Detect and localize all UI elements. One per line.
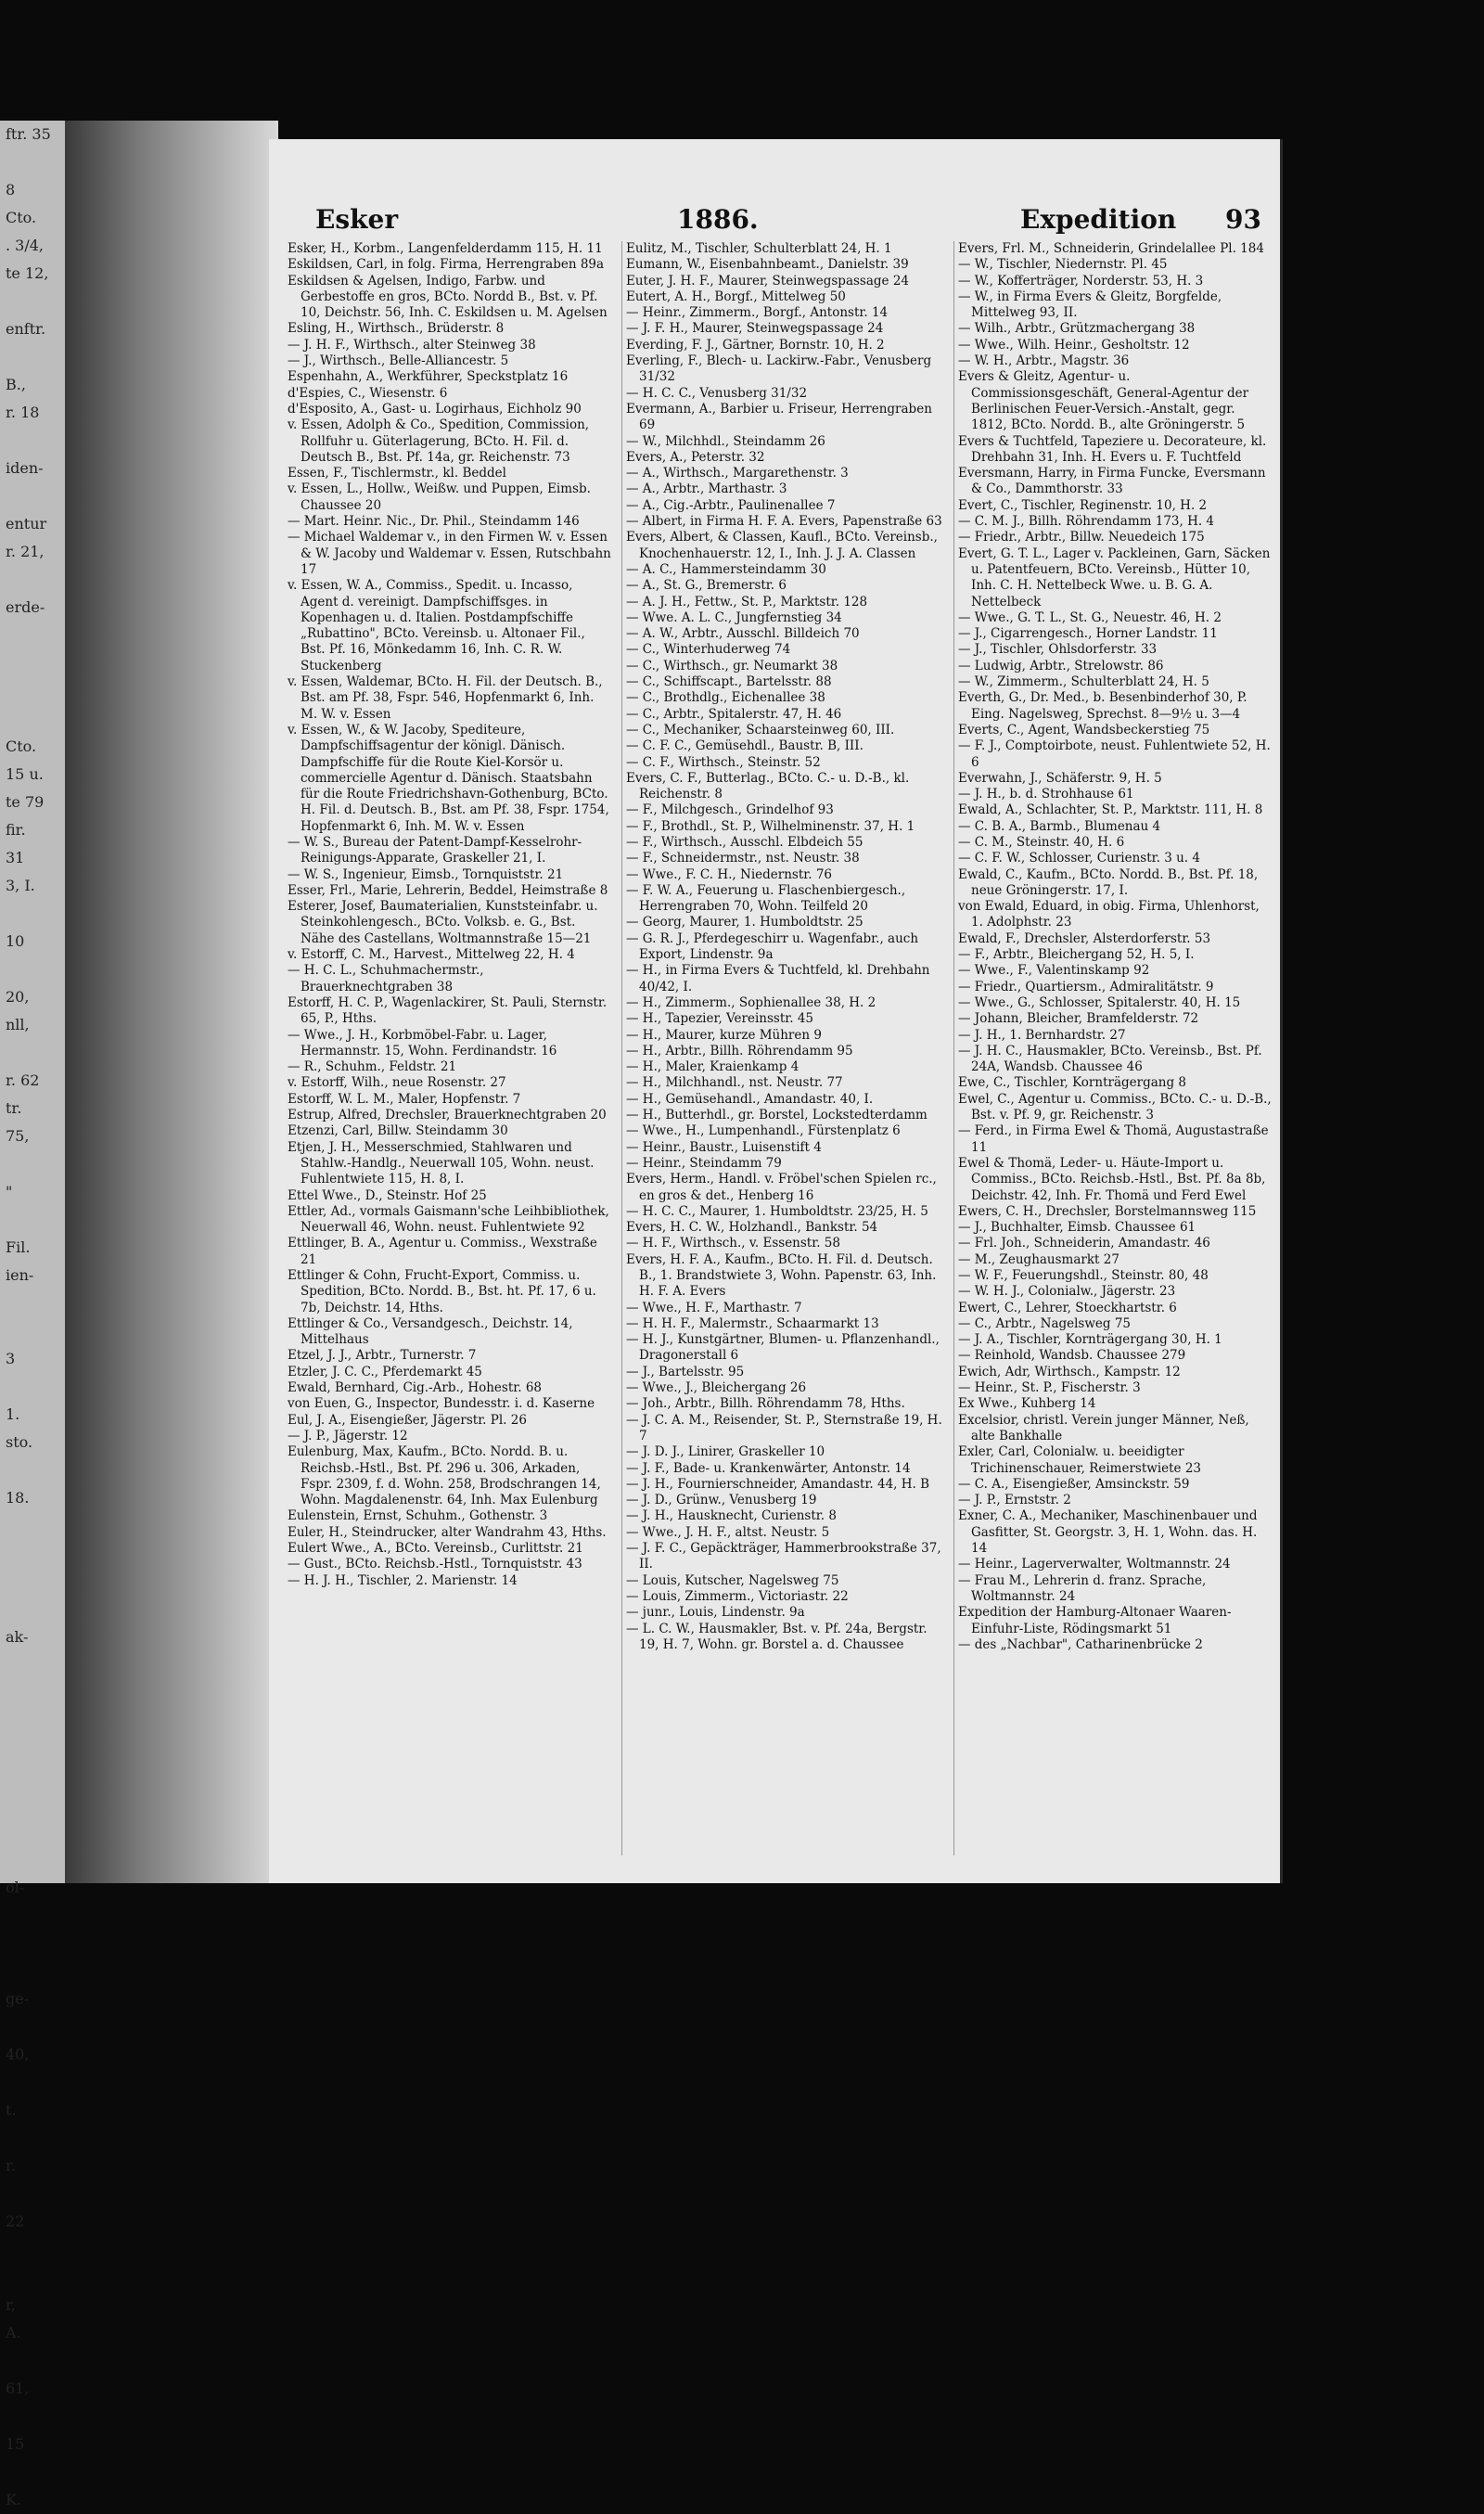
- previous-page-fragment: [0, 148, 65, 176]
- directory-entry: — H. C. C., Venusberg 31/32: [626, 385, 808, 401]
- directory-entry: — C. B. A., Barmb., Blumenau 4: [958, 818, 1161, 834]
- directory-entry: — C., Brothdlg., Eichenallee 38: [626, 690, 825, 706]
- directory-entry: — J. H., 1. Bernhardstr. 27: [958, 1027, 1126, 1043]
- column-2: [621, 241, 949, 1855]
- previous-page-fragment: [0, 1651, 65, 1679]
- previous-page-fragment: [0, 1039, 65, 1067]
- previous-page-fragment: [0, 2347, 65, 2375]
- directory-entry: — J., Wirthsch., Belle-Alliancestr. 5: [288, 353, 509, 369]
- directory-entry: — Ludwig, Arbtr., Strelowstr. 86: [958, 658, 1164, 673]
- directory-entry: — Georg, Maurer, 1. Humboldtstr. 25: [626, 915, 864, 930]
- directory-entry: — H., Arbtr., Billh. Röhrendamm 95: [626, 1043, 853, 1058]
- directory-entry: — Heinr., Steindamm 79: [626, 1155, 782, 1171]
- directory-entry: — Heinr., Baustr., Luisenstift 4: [626, 1139, 822, 1155]
- directory-entry: Expedition der Hamburg-Altonaer Waaren-Einfuhr-Liste, Rödingsmarkt 51: [958, 1605, 1232, 1636]
- directory-entry: v. Estorff, Wilh., neue Rosenstr. 27: [288, 1075, 506, 1091]
- previous-page-fragment: iden-: [6, 459, 44, 477]
- previous-page-fragment: [0, 1679, 65, 1707]
- directory-entry: — J. D. J., Linirer, Graskeller 10: [626, 1444, 825, 1460]
- previous-page-fragment: [0, 1289, 65, 1317]
- previous-page-fragment: [0, 566, 65, 594]
- directory-entry: v. Essen, Adolph & Co., Spedition, Commission, Rollfuhr u. Güterlagerung, BCto. H. Fil. d. Deutsch B., Bst. Pf. 14a, gr. Reichenstr. 73: [288, 417, 590, 465]
- directory-entry: — Wwe., G. T. L., St. G., Neuestr. 46, H. 2: [958, 609, 1222, 625]
- previous-page-fragment: fir.: [6, 821, 26, 839]
- directory-entry: — H., Zimmerm., Sophienallee 38, H. 2: [626, 994, 876, 1010]
- directory-entry: — C., Mechaniker, Schaarsteinweg 60, III.: [626, 722, 895, 738]
- directory-entry: Everling, F., Blech- u. Lackirw.-Fabr., Venusberg 31/32: [626, 353, 932, 385]
- directory-entry: — Wwe., J., Bleichergang 26: [626, 1380, 807, 1396]
- directory-entry: — Louis, Zimmerm., Victoriastr. 22: [626, 1588, 849, 1604]
- directory-entry: — Wwe., F. C. H., Niedernstr. 76: [626, 866, 832, 882]
- directory-entry: Evert, G. T. L., Lager v. Packleinen, Garn, Säcken u. Patentfeuern, BCto. Vereinsb., Hütter 10, Inh. C. H. Nettelbeck Wwe. u. B. G. A. Nettelbeck: [958, 545, 1271, 609]
- previous-page-fragment: [0, 1540, 65, 1568]
- previous-page-fragment: 18.: [6, 1489, 30, 1507]
- directory-entry: Ewald, A., Schlachter, St. P., Marktstr. 111, H. 8: [958, 802, 1263, 818]
- directory-entry: — W., Zimmerm., Schulterblatt 24, H. 5: [958, 674, 1209, 690]
- directory-entry: — A., Cig.-Arbtr., Paulinenallee 7: [626, 497, 836, 513]
- previous-page-fragment: [0, 2013, 65, 2041]
- previous-page-fragment: ge-: [6, 1990, 30, 2007]
- previous-page-fragment: K.: [6, 2491, 22, 2508]
- previous-page-fragment: [0, 1818, 65, 1846]
- previous-page-fragment: ": [6, 1183, 13, 1200]
- directory-entry: — Wwe., H. F., Marthastr. 7: [626, 1300, 802, 1315]
- previous-page-fragment: [0, 649, 65, 677]
- directory-entry: d'Esposito, A., Gast- u. Logirhaus, Eichholz 90: [288, 401, 582, 417]
- directory-entry: Evers, Albert, & Classen, Kaufl., BCto. Vereinsb., Knochenhauerstr. 12, I., Inh. J. J. A. Classen: [626, 530, 938, 561]
- directory-entry: Everts, C., Agent, Wandsbeckerstieg 75: [958, 722, 1210, 738]
- column-1: [288, 241, 612, 1855]
- directory-entry: — H., in Firma Evers & Tuchtfeld, kl. Drehbahn 40/42, I.: [626, 963, 930, 994]
- header-left-keyword: Esker: [315, 204, 399, 235]
- directory-entry: — J. F. C., Gepäckträger, Hammerbrookstraße 37, II.: [626, 1541, 941, 1572]
- directory-entry: Etzler, J. C. C., Pferdemarkt 45: [288, 1364, 482, 1379]
- previous-page-fragment: 31: [6, 849, 25, 866]
- directory-entry: v. Essen, W. A., Commiss., Spedit. u. Incasso, Agent d. vereinigt. Dampfschiffsges. in Kopenhagen u. d. Italien. Postdampfschiffe „Rubattino", BCto. Vereinsb. u. Altonaer Fil., Bst. Pf. 16, Mönkedamm 16, Inh. C. R. W. Stuckenberg: [288, 578, 585, 673]
- previous-page-fragment: [0, 1568, 65, 1596]
- directory-entry: — G. R. J., Pferdegeschirr u. Wagenfabr., auch Export, Lindenstr. 9a: [626, 930, 919, 963]
- directory-entry: Evers, A., Peterstr. 32: [626, 449, 765, 465]
- directory-entry: — Wwe., H., Lumpenhandl., Fürstenplatz 6: [626, 1123, 901, 1139]
- directory-entry: Eulert Wwe., A., BCto. Vereinsb., Curlittstr. 21: [288, 1541, 583, 1557]
- running-header: [288, 204, 1261, 241]
- directory-entry: — C., Arbtr., Nagelsweg 75: [958, 1315, 1132, 1331]
- directory-entry: — C., Winterhuderweg 74: [626, 642, 791, 658]
- directory-entry: — Louis, Kutscher, Nagelsweg 75: [626, 1572, 839, 1588]
- previous-page-fragment: [0, 1206, 65, 1234]
- previous-page-fragment: [0, 1930, 65, 1957]
- previous-page-fragment: sto.: [6, 1433, 33, 1451]
- directory-entry: Ewich, Adr, Wirthsch., Kampstr. 12: [958, 1364, 1181, 1379]
- directory-entry: Ex Wwe., Kuhberg 14: [958, 1396, 1096, 1412]
- directory-entry: Ettel Wwe., D., Steinstr. Hof 25: [288, 1187, 487, 1203]
- directory-entry: — Heinr., Zimmerm., Borgf., Antonstr. 14: [626, 305, 889, 321]
- directory-entry: — Friedr., Quartiersm., Admiralitätstr. 9: [958, 979, 1214, 994]
- directory-entry: v. Estorff, C. M., Harvest., Mittelweg 22, H. 4: [288, 947, 575, 963]
- directory-entry: — Wwe., F., Valentinskamp 92: [958, 963, 1150, 979]
- directory-entry: Euter, J. H. F., Maurer, Steinwegspassage 24: [626, 273, 910, 289]
- directory-entry: — J., Cigarrengesch., Horner Landstr. 11: [958, 626, 1218, 642]
- directory-entry: — C., Arbtr., Spitalerstr. 47, H. 46: [626, 706, 842, 722]
- previous-page-fragment: [0, 2458, 65, 2486]
- previous-page-fragment: [0, 2403, 65, 2431]
- directory-entry: — H. F., Wirthsch., v. Essenstr. 58: [626, 1236, 840, 1251]
- directory-entry: — F., Milchgesch., Grindelhof 93: [626, 802, 834, 818]
- page-number: 93: [1225, 204, 1261, 235]
- directory-entry: — Frau M., Lehrerin d. franz. Sprache, Woltmannstr. 24: [958, 1572, 1207, 1604]
- directory-entry: Ewe, C., Tischler, Kornträgergang 8: [958, 1075, 1186, 1091]
- directory-entry: — Mart. Heinr. Nic., Dr. Phil., Steindamm 146: [288, 514, 580, 530]
- directory-entry: v. Essen, Waldemar, BCto. H. Fil. der Deutsch. B., Bst. am Pf. 38, Fspr. 546, Hopfenmarkt 6, Inh. M. W. v. Essen: [288, 674, 603, 722]
- directory-entry: — Albert, in Firma H. F. A. Evers, Papenstraße 63: [626, 514, 942, 530]
- previous-page-fragment: 1.: [6, 1405, 20, 1423]
- directory-entry: — J. H., b. d. Strohhause 61: [958, 787, 1134, 802]
- directory-entry: — Michael Waldemar v., in den Firmen W. v. Essen & W. Jacoby und Waldemar v. Essen, Rutschbahn 17: [288, 530, 611, 577]
- previous-page-fragment: ol-: [6, 1879, 25, 1896]
- directory-entry: Etzel, J. J., Arbtr., Turnerstr. 7: [288, 1348, 477, 1364]
- directory-entry: — W., in Firma Evers & Gleitz, Borgfelde, Mittelweg 93, II.: [958, 289, 1222, 321]
- directory-entry: Ewers, C. H., Drechsler, Borstelmannsweg 115: [958, 1203, 1257, 1219]
- previous-page-fragment: ien-: [6, 1266, 34, 1284]
- directory-entry: — J. F. H., Maurer, Steinwegspassage 24: [626, 321, 884, 337]
- directory-entry: — Johann, Bleicher, Bramfelderstr. 72: [958, 1011, 1199, 1027]
- directory-entry: Exler, Carl, Colonialw. u. beeidigter Trichinenschauer, Reimerstwiete 23: [958, 1444, 1202, 1476]
- directory-entry: Ettler, Ad., vormals Gaismann'sche Leihbibliothek, Neuerwall 46, Wohn. neust. Fuhlentwiete 92: [288, 1203, 609, 1236]
- directory-entry: Esling, H., Wirthsch., Brüderstr. 8: [288, 321, 505, 337]
- previous-page-fragment: 15: [6, 2435, 25, 2453]
- directory-entry: Eulenstein, Ernst, Schuhm., Gothenstr. 3: [288, 1508, 548, 1524]
- previous-page-fragment: [0, 1456, 65, 1484]
- previous-page-fragment: [0, 1512, 65, 1540]
- directory-entry: Evert, C., Tischler, Reginenstr. 10, H. 2: [958, 497, 1208, 513]
- directory-entry: — W. S., Ingenieur, Eimsb., Tornquiststr. 21: [288, 866, 564, 882]
- previous-page-fragment: te 79: [6, 793, 45, 811]
- directory-entry: — J. H. C., Hausmakler, BCto. Vereinsb., Bst. Pf. 24A, Wandsb. Chaussee 46: [958, 1043, 1262, 1075]
- directory-entry: — C., Schiffscapt., Bartelsstr. 88: [626, 674, 832, 690]
- directory-entry: — H. C. C., Maurer, 1. Humboldtstr. 23/25, H. 5: [626, 1203, 928, 1219]
- directory-entry: — Wilh., Arbtr., Grützmachergang 38: [958, 321, 1196, 337]
- directory-entry: Everth, G., Dr. Med., b. Besenbinderhof 30, P. Eing. Nagelsweg, Sprechst. 8—9½ u. 3—4: [958, 690, 1247, 722]
- directory-entry: — J. D., Grünw., Venusberg 19: [626, 1493, 817, 1508]
- directory-entry: — A., Arbtr., Marthastr. 3: [626, 481, 787, 497]
- directory-entry: Ettlinger & Co., Versandgesch., Deichstr. 14, Mittelhaus: [288, 1315, 573, 1348]
- directory-entry: Ewald, Bernhard, Cig.-Arb., Hohestr. 68: [288, 1380, 543, 1396]
- directory-entry: — junr., Louis, Lindenstr. 9a: [626, 1605, 805, 1621]
- directory-entry: v. Essen, W., & W. Jacoby, Spediteure, Dampfschiffsagentur der königl. Dänisch. Dampfschiffe für die Route Kiel-Korsör u. commercielle Agentur d. Dänisch. Staatsbahn für die Route Friedrichshavn-Gothenburg, BCto. H. Fil. d. Deutsch. B., Bst. am Pf. 38, Fspr. 1754, Hopfenmarkt 6, Inh. M. W. v. Essen: [288, 722, 609, 834]
- directory-entry: Eul, J. A., Eisengießer, Jägerstr. Pl. 26: [288, 1412, 527, 1428]
- directory-entry: Evermann, A., Barbier u. Friseur, Herrengraben 69: [626, 401, 932, 433]
- directory-entry: — J. P., Ernststr. 2: [958, 1493, 1071, 1508]
- previous-page-fragment: ak-: [6, 1628, 29, 1646]
- directory-entry: — Ferd., in Firma Ewel & Thomä, Augustastraße 11: [958, 1123, 1269, 1155]
- previous-page-fragment: [0, 900, 65, 928]
- directory-entry: — J. C. A. M., Reisender, St. P., Sternstraße 19, H. 7: [626, 1412, 942, 1443]
- directory-entry: — Frl. Joh., Schneiderin, Amandastr. 46: [958, 1236, 1210, 1251]
- directory-entry: Everwahn, J., Schäferstr. 9, H. 5: [958, 770, 1162, 786]
- directory-entry: Evers, C. F., Butterlag., BCto. C.- u. D.-B., kl. Reichenstr. 8: [626, 770, 910, 802]
- previous-page-fragment: 40,: [6, 2046, 30, 2063]
- directory-entry: — H. J. H., Tischler, 2. Marienstr. 14: [288, 1572, 518, 1588]
- previous-page-fragment: 20,: [6, 988, 30, 1006]
- previous-page-fragment: [0, 2264, 65, 2291]
- directory-page: [269, 139, 1283, 1883]
- previous-page-fragment: 10: [6, 932, 25, 950]
- directory-entry: Evers & Gleitz, Agentur- u. Commissionsgeschäft, General-Agentur der Berlinischen Feuer-Versich.-Anstalt, gegr. 1812, BCto. Nordd. B., alte Gröningerstr. 5: [958, 369, 1249, 433]
- previous-page-edge: [0, 121, 67, 2508]
- previous-page-fragment: [0, 427, 65, 455]
- directory-entry: — J. H., Fournierschneider, Amandastr. 44, H. B: [626, 1476, 930, 1492]
- directory-entry: von Ewald, Eduard, in obig. Firma, Uhlenhorst, 1. Adolphstr. 23: [958, 899, 1260, 930]
- directory-entry: — H. J., Kunstgärtner, Blumen- u. Pflanzenhandl., Dragonerstall 6: [626, 1332, 940, 1364]
- directory-entry: Evers, H. C. W., Holzhandl., Bankstr. 54: [626, 1220, 878, 1236]
- directory-entry: — A., St. G., Bremerstr. 6: [626, 578, 787, 594]
- previous-page-fragment: 8: [6, 181, 16, 199]
- previous-page-fragment: nll,: [6, 1016, 30, 1033]
- directory-entry: Eumann, W., Eisenbahnbeamt., Danielstr. 39: [626, 257, 909, 273]
- directory-entry: — H. C. L., Schuhmachermstr., Brauerknechtgraben 38: [288, 963, 484, 994]
- directory-entry: Eulenburg, Max, Kaufm., BCto. Nordd. B. u. Reichsb.-Hstl., Bst. Pf. 296 u. 306, Arkaden, Fspr. 2309, f. d. Wohn. 258, Brodschrangen 14, Wohn. Magdalenenstr. 64, Inh. Max Eulenburg: [288, 1444, 601, 1508]
- directory-entry: — J. H. F., Wirthsch., alter Steinweg 38: [288, 337, 536, 353]
- previous-page-fragment: 61,: [6, 2379, 30, 2397]
- directory-entry: — W., Kofferträger, Norderstr. 53, H. 3: [958, 273, 1204, 289]
- previous-page-fragment: tr.: [6, 1099, 22, 1117]
- previous-page-fragment: 15 u.: [6, 765, 44, 783]
- directory-entry: — Reinhold, Wandsb. Chaussee 279: [958, 1348, 1186, 1364]
- directory-entry: Ewel & Thomä, Leder- u. Häute-Import u. Commiss., BCto. Reichsb.-Hstl., Bst. Pf. 8a 8b, Deichstr. 42, Inh. Fr. Thomä und Ferd Ewel: [958, 1155, 1266, 1203]
- directory-entry: — J. F., Bade- u. Krankenwärter, Antonstr. 14: [626, 1460, 911, 1476]
- directory-entry: Eulitz, M., Tischler, Schulterblatt 24, H. 1: [626, 241, 892, 256]
- directory-entry: — H., Maler, Kraienkamp 4: [626, 1059, 800, 1075]
- previous-page-fragment: B.,: [6, 376, 26, 393]
- previous-page-fragment: [0, 288, 65, 315]
- previous-page-fragment: [0, 2180, 65, 2208]
- directory-entry: — J., Tischler, Ohlsdorferstr. 33: [958, 642, 1158, 658]
- directory-entry: — W., Tischler, Niedernstr. Pl. 45: [958, 257, 1168, 273]
- entry-columns: [288, 241, 1271, 1855]
- previous-page-fragment: r,: [6, 2296, 16, 2314]
- previous-page-fragment: 3, I.: [6, 877, 35, 894]
- directory-entry: — F. W. A., Feuerung u. Flaschenbiergesch., Herrengraben 70, Wohn. Teilfeld 20: [626, 882, 906, 915]
- directory-entry: — J., Bartelsstr. 95: [626, 1364, 745, 1379]
- previous-page-fragment: [0, 482, 65, 510]
- directory-entry: — F., Schneidermstr., nst. Neustr. 38: [626, 851, 860, 866]
- previous-page-fragment: enftr.: [6, 320, 46, 338]
- directory-entry: — C. F. W., Schlosser, Curienstr. 3 u. 4: [958, 851, 1200, 866]
- directory-entry: — Joh., Arbtr., Billh. Röhrendamm 78, Hths.: [626, 1396, 905, 1412]
- directory-entry: — A., Wirthsch., Margarethenstr. 3: [626, 466, 849, 481]
- directory-entry: — Wwe., J. H., Korbmöbel-Fabr. u. Lager, Hermannstr. 15, Wohn. Ferdinandstr. 16: [288, 1027, 557, 1058]
- directory-entry: — C. A., Eisengießer, Amsinckstr. 59: [958, 1476, 1190, 1492]
- directory-entry: Estorff, H. C. P., Wagenlackirer, St. Pauli, Sternstr. 65, P., Hths.: [288, 994, 608, 1027]
- directory-entry: — J., Buchhalter, Eimsb. Chaussee 61: [958, 1220, 1196, 1236]
- directory-entry: Esser, Frl., Marie, Lehrerin, Beddel, Heimstraße 8: [288, 882, 608, 898]
- directory-entry: — Heinr., Lagerverwalter, Woltmannstr. 24: [958, 1557, 1231, 1572]
- previous-page-fragment: [0, 1596, 65, 1623]
- directory-entry: Ettlinger, B. A., Agentur u. Commiss., Wexstraße 21: [288, 1236, 597, 1267]
- directory-entry: Esker, H., Korbm., Langenfelderdamm 115, H. 11: [288, 241, 603, 256]
- directory-entry: — W. S., Bureau der Patent-Dampf-Kesselrohr-Reinigungs-Apparate, Graskeller 21, I.: [288, 834, 582, 866]
- directory-entry: — J. A., Tischler, Kornträgergang 30, H. 1: [958, 1332, 1222, 1348]
- previous-page-fragment: t.: [6, 2101, 17, 2119]
- previous-page-fragment: [0, 956, 65, 983]
- directory-entry: Etjen, J. H., Messerschmied, Stahlwaren und Stahlw.-Handlg., Neuerwall 105, Wohn. neust. Fuhlentwiete 115, H. 8, I.: [288, 1139, 595, 1187]
- previous-page-fragment: [0, 1150, 65, 1178]
- previous-page-fragment: r.: [6, 2157, 16, 2174]
- directory-entry: — H., Butterhdl., gr. Borstel, Lockstedterdamm: [626, 1108, 928, 1123]
- previous-page-fragment: 3: [6, 1350, 16, 1367]
- directory-entry: — Wwe. A. L. C., Jungfernstieg 34: [626, 609, 842, 625]
- directory-entry: Exner, C. A., Mechaniker, Maschinenbauer und Gasfitter, St. Georgstr. 3, H. 1, Wohn. das. H. 14: [958, 1508, 1258, 1557]
- previous-page-fragment: r. 18: [6, 404, 40, 421]
- previous-page-fragment: [0, 1846, 65, 1874]
- directory-entry: — C., Wirthsch., gr. Neumarkt 38: [626, 658, 838, 673]
- directory-entry: Estrup, Alfred, Drechsler, Brauerknechtgraben 20: [288, 1108, 607, 1123]
- previous-page-fragment: [0, 1707, 65, 1735]
- previous-page-fragment: [0, 343, 65, 371]
- directory-entry: Ewel, C., Agentur u. Commiss., BCto. C.- u. D.-B., Bst. v. Pf. 9, gr. Reichenstr. 3: [958, 1091, 1272, 1123]
- previous-page-fragment: Cto.: [6, 209, 37, 226]
- directory-entry: — F., Brothdl., St. P., Wilhelminenstr. 37, H. 1: [626, 818, 915, 834]
- previous-page-fragment: erde-: [6, 598, 45, 616]
- header-year: 1886.: [677, 204, 759, 235]
- directory-entry: — Heinr., St. P., Fischerstr. 3: [958, 1380, 1141, 1396]
- directory-entry: — Wwe., Wilh. Heinr., Gesholtstr. 12: [958, 337, 1190, 353]
- previous-page-fragment: Fil.: [6, 1238, 31, 1256]
- directory-entry: Everding, F. J., Gärtner, Bornstr. 10, H. 2: [626, 337, 885, 353]
- directory-entry: — Gust., BCto. Reichsb.-Hstl., Tornquiststr. 43: [288, 1557, 582, 1572]
- directory-entry: von Euen, G., Inspector, Bundesstr. i. d. Kaserne: [288, 1396, 595, 1412]
- directory-entry: Etzenzi, Carl, Billw. Steindamm 30: [288, 1123, 508, 1139]
- column-3: [953, 241, 1273, 1855]
- previous-page-fragment: te 12,: [6, 264, 49, 282]
- directory-entry: — des „Nachbar", Catharinenbrücke 2: [958, 1636, 1203, 1652]
- previous-page-fragment: 75,: [6, 1127, 30, 1145]
- directory-entry: — C. M., Steinstr. 40, H. 6: [958, 834, 1125, 850]
- directory-entry: — F., Arbtr., Bleichergang 52, H. 5, I.: [958, 947, 1195, 963]
- directory-entry: — A. W., Arbtr., Ausschl. Billdeich 70: [626, 626, 860, 642]
- directory-entry: — W. H., Arbtr., Magstr. 36: [958, 353, 1130, 369]
- directory-entry: — F., Wirthsch., Ausschl. Elbdeich 55: [626, 834, 864, 850]
- previous-page-fragment: [0, 1790, 65, 1818]
- directory-entry: — J. P., Jägerstr. 12: [288, 1428, 408, 1443]
- previous-page-fragment: [0, 2236, 65, 2264]
- directory-entry: Evers, Herm., Handl. v. Fröbel'schen Spielen rc., en gros & det., Henberg 16: [626, 1172, 937, 1203]
- directory-entry: — F. J., Comptoirbote, neust. Fuhlentwiete 52, H. 6: [958, 738, 1271, 770]
- previous-page-fragment: . 3/4,: [6, 237, 45, 254]
- directory-entry: Evers & Tuchtfeld, Tapeziere u. Decorateure, kl. Drehbahn 31, Inh. H. Evers u. F. Tuchtfeld: [958, 433, 1267, 465]
- directory-entry: — Wwe., G., Schlosser, Spitalerstr. 40, H. 15: [958, 994, 1241, 1010]
- previous-page-fragment: [0, 2124, 65, 2152]
- directory-entry: Evers, H. F. A., Kaufm., BCto. H. Fil. d. Deutsch. B., 1. Brandstwiete 3, Wohn. Papenstr. 63, Inh. H. F. A. Evers: [626, 1251, 937, 1300]
- directory-entry: d'Espies, C., Wiesenstr. 6: [288, 385, 448, 401]
- previous-page-fragment: [0, 1902, 65, 1930]
- directory-entry: — W. F., Feuerungshdl., Steinstr. 80, 48: [958, 1268, 1209, 1283]
- previous-page-fragment: [0, 1763, 65, 1790]
- directory-entry: — J. H., Hausknecht, Curienstr. 8: [626, 1508, 837, 1524]
- directory-entry: Espenhahn, A., Werkführer, Speckstplatz 16: [288, 369, 569, 385]
- previous-page-fragment: [0, 677, 65, 705]
- directory-entry: — C. M. J., Billh. Röhrendamm 173, H. 4: [958, 514, 1215, 530]
- directory-entry: — R., Schuhm., Feldstr. 21: [288, 1059, 457, 1075]
- directory-entry: — W., Milchhdl., Steindamm 26: [626, 433, 825, 449]
- previous-page-fragment: A.: [6, 2324, 21, 2341]
- directory-entry: Eskildsen & Agelsen, Indigo, Farbw. und Gerbestoffe en gros, BCto. Nordd B., Bst. v. Pf. 10, Deichstr. 56, Inh. C. Eskildsen u. M. Agelsen: [288, 273, 608, 321]
- previous-page-fragment: [0, 705, 65, 733]
- directory-entry: Essen, F., Tischlermstr., kl. Beddel: [288, 466, 506, 481]
- previous-page-fragment: r. 62: [6, 1071, 40, 1089]
- directory-entry: Eversmann, Harry, in Firma Funcke, Eversmann & Co., Dammthorstr. 33: [958, 466, 1266, 497]
- directory-entry: — H. H. F., Malermstr., Schaarmarkt 13: [626, 1315, 879, 1331]
- header-right-keyword: Expedition: [1020, 204, 1177, 235]
- directory-entry: Evers, Frl. M., Schneiderin, Grindelallee Pl. 184: [958, 241, 1264, 256]
- previous-page-fragment: [0, 2069, 65, 2097]
- previous-page-fragment: [0, 1317, 65, 1345]
- directory-entry: — Wwe., J. H. F., altst. Neustr. 5: [626, 1524, 830, 1540]
- previous-page-fragment: entur: [6, 515, 47, 532]
- directory-entry: — M., Zeughausmarkt 27: [958, 1251, 1119, 1267]
- directory-entry: — W. H. J., Colonialw., Jägerstr. 23: [958, 1284, 1176, 1300]
- directory-entry: — L. C. W., Hausmakler, Bst. v. Pf. 24a, Bergstr. 19, H. 7, Wohn. gr. Borstel a. d. Chaussee: [626, 1621, 928, 1652]
- previous-page-fragment: r. 21,: [6, 543, 45, 560]
- directory-entry: — C. F. C., Gemüsehdl., Baustr. B, III.: [626, 738, 864, 754]
- book-gutter: [65, 121, 278, 1883]
- directory-entry: Eskildsen, Carl, in folg. Firma, Herrengraben 89a: [288, 257, 605, 273]
- directory-entry: Ewert, C., Lehrer, Stoeckhartstr. 6: [958, 1300, 1177, 1315]
- directory-entry: — Friedr., Arbtr., Billw. Neuedeich 175: [958, 530, 1205, 545]
- directory-entry: — H., Tapezier, Vereinsstr. 45: [626, 1011, 814, 1027]
- directory-entry: — H., Milchhandl., nst. Neustr. 77: [626, 1075, 843, 1091]
- previous-page-fragment: [0, 622, 65, 649]
- previous-page-fragment: ftr. 35: [6, 125, 51, 143]
- directory-entry: Esterer, Josef, Baumaterialien, Kunststeinfabr. u. Steinkohlengesch., BCto. Volksb. e. G., Bst. Nähe des Castellans, Woltmannstraße 15—21: [288, 899, 598, 946]
- previous-page-fragment: [0, 1373, 65, 1401]
- directory-entry: Estorff, W. L. M., Maler, Hopfenstr. 7: [288, 1091, 521, 1107]
- directory-entry: Ewald, F., Drechsler, Alsterdorferstr. 53: [958, 930, 1211, 946]
- directory-entry: Ewald, C., Kaufm., BCto. Nordd. B., Bst. Pf. 18, neue Gröningerstr. 17, I.: [958, 866, 1259, 898]
- directory-entry: Ettlinger & Cohn, Frucht-Export, Commiss. u. Spedition, BCto. Nordd. B., Bst. ht. Pf. 17, 6 u. 7b, Deichstr. 14, Hths.: [288, 1268, 596, 1315]
- directory-entry: Euler, H., Steindrucker, alter Wandrahm 43, Hths.: [288, 1524, 607, 1540]
- directory-entry: — H., Maurer, kurze Mühren 9: [626, 1027, 822, 1043]
- directory-entry: — A. C., Hammersteindamm 30: [626, 561, 826, 577]
- directory-entry: — H., Gemüsehandl., Amandastr. 40, I.: [626, 1091, 874, 1107]
- directory-entry: Eutert, A. H., Borgf., Mittelweg 50: [626, 289, 846, 304]
- previous-page-fragment: [0, 1735, 65, 1763]
- directory-entry: — A. J. H., Fettw., St. P., Marktstr. 128: [626, 594, 868, 609]
- directory-entry: Excelsior, christl. Verein junger Männer, Neß, alte Bankhalle: [958, 1412, 1249, 1443]
- directory-entry: — C. F., Wirthsch., Steinstr. 52: [626, 754, 821, 770]
- previous-page-fragment: 22: [6, 2213, 25, 2230]
- directory-entry: v. Essen, L., Hollw., Weißw. und Puppen, Eimsb. Chaussee 20: [288, 481, 591, 513]
- previous-page-fragment: Cto.: [6, 738, 37, 755]
- previous-page-fragment: [0, 1957, 65, 1985]
